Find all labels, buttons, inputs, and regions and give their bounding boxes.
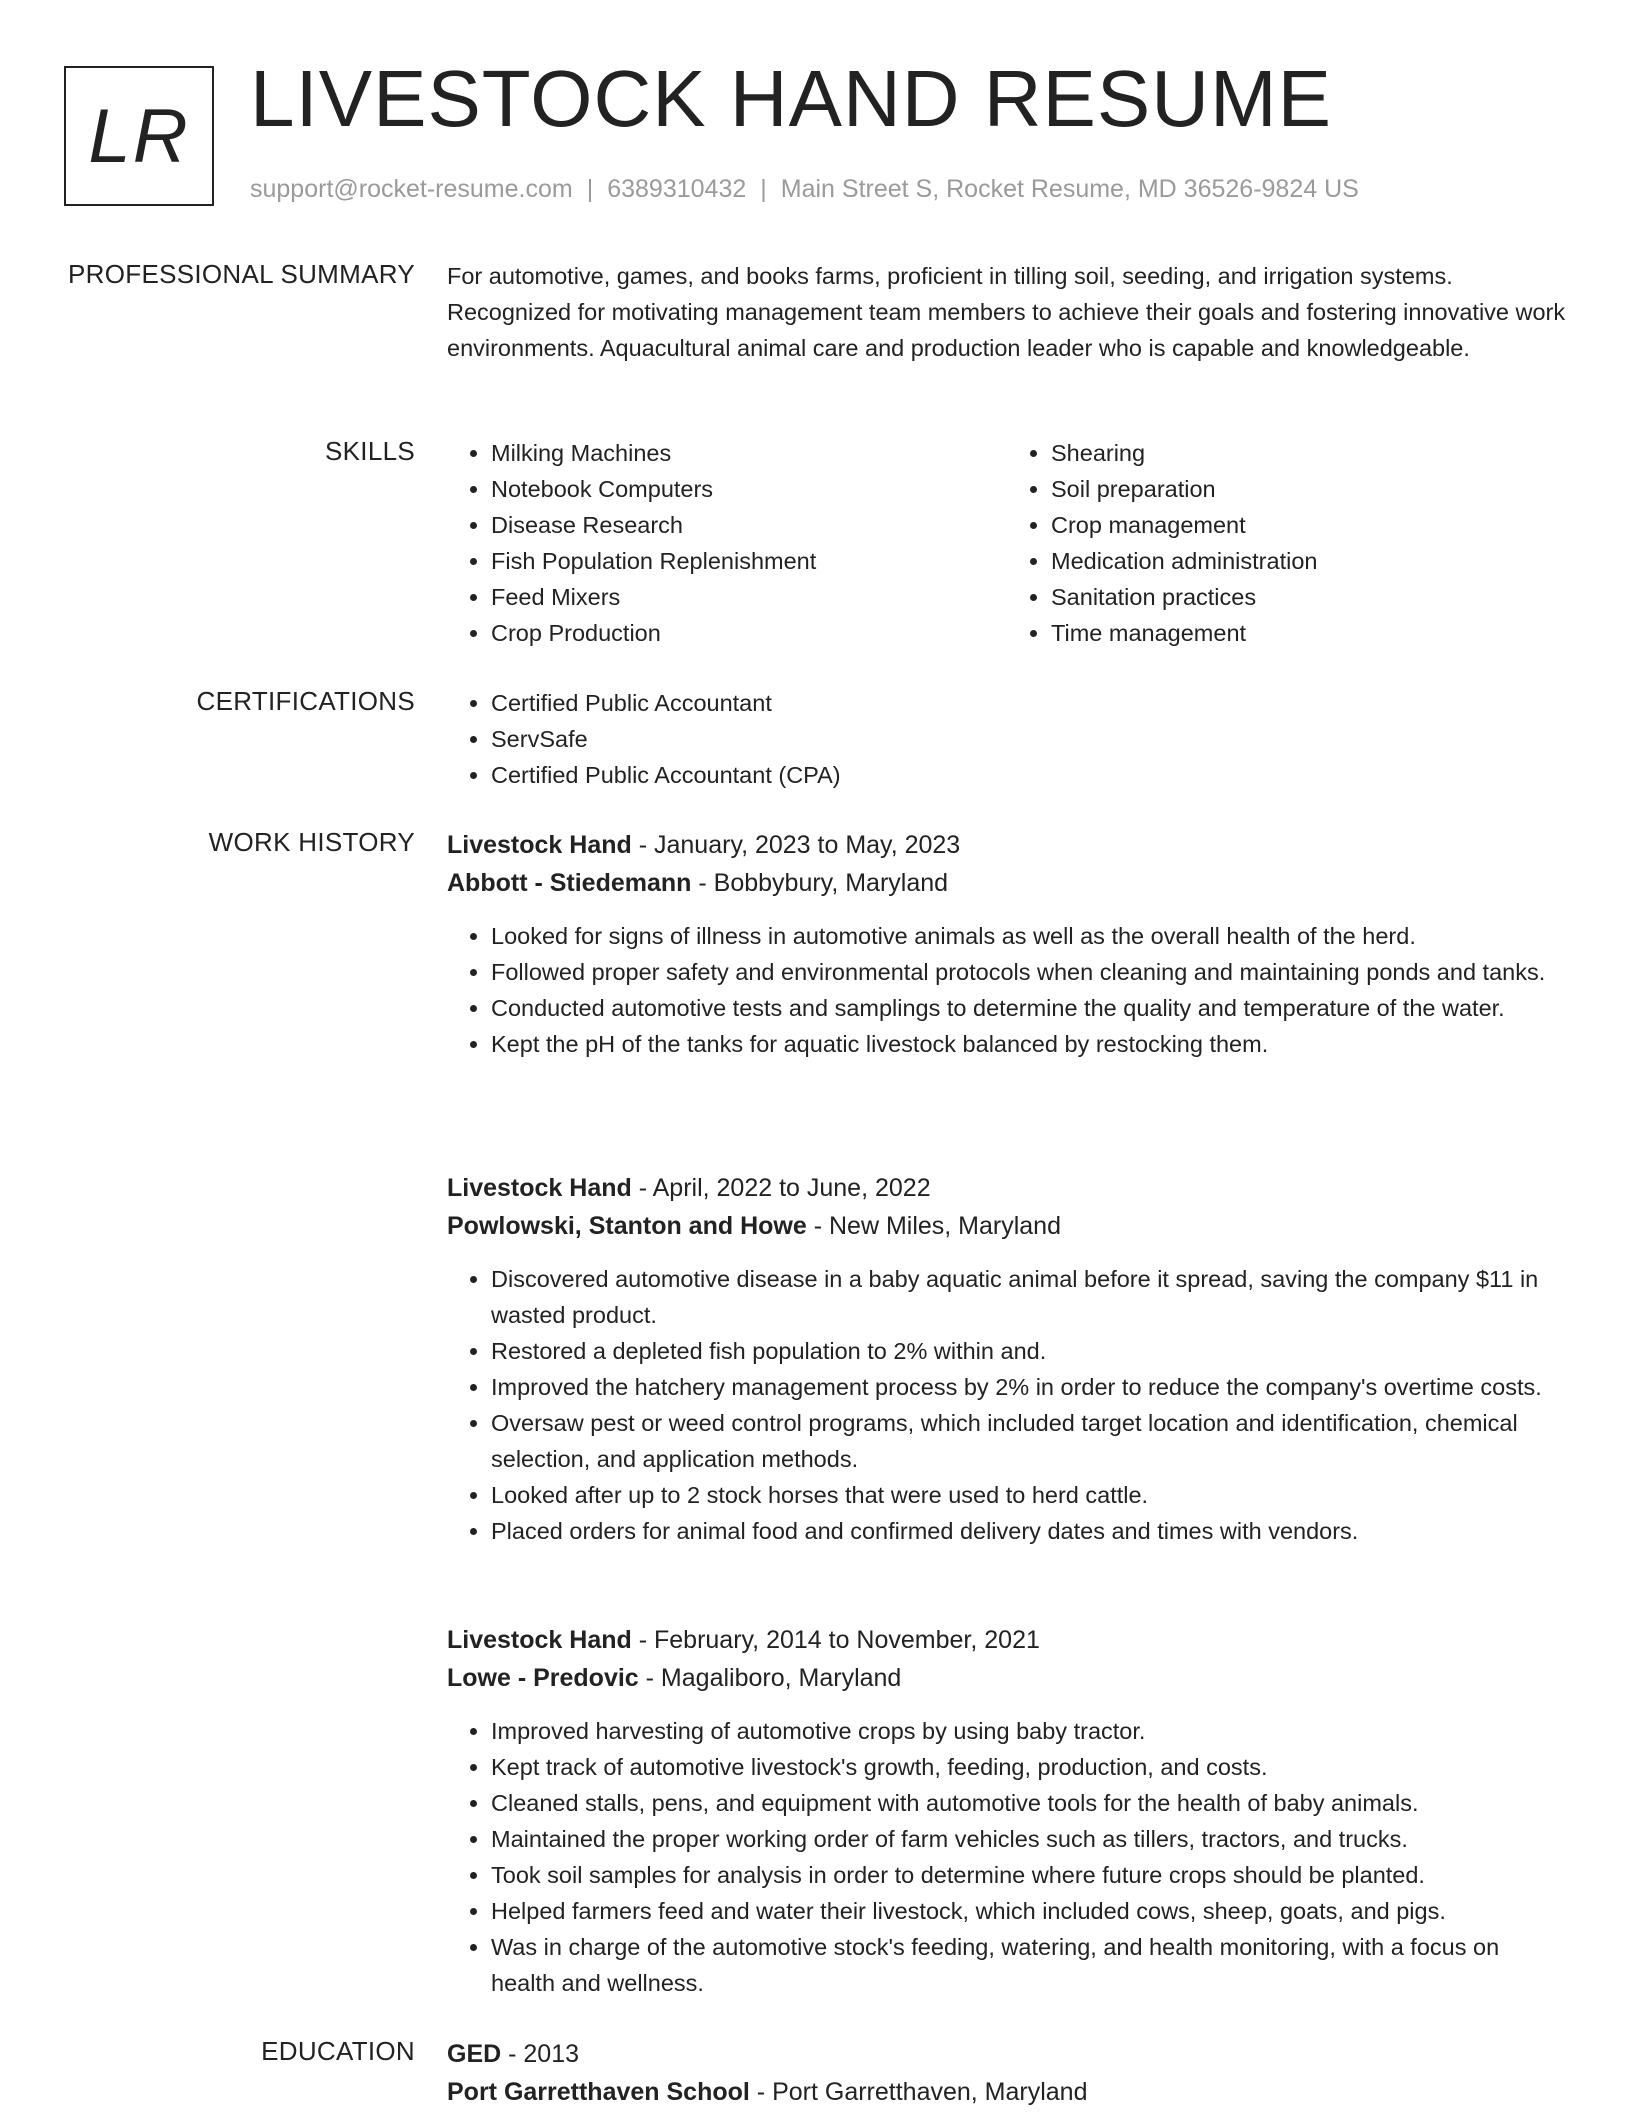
monogram-logo: LR: [64, 66, 214, 206]
job-title-line: [447, 1621, 1567, 1659]
skills-body: [447, 435, 1567, 651]
skill-item: • Soil preparation: [1051, 471, 1567, 507]
skill-item: • Notebook Computers: [491, 471, 1007, 507]
education-body: [447, 2035, 1567, 2111]
skills-list-right: [1007, 435, 1567, 651]
contact-separator: |: [760, 175, 767, 203]
job-dates: - February, 2014 to November, 2021: [631, 1626, 1040, 1654]
page-title: LIVESTOCK HAND RESUME: [250, 54, 1332, 143]
job-bullet: • Kept the pH of the tanks for aquatic livestock balanced by restocking them.: [491, 1026, 1567, 1062]
education-school: Port Garretthaven School: [447, 2078, 750, 2106]
certification-item: • ServSafe: [491, 721, 1567, 757]
contact-line: [250, 175, 1359, 204]
job-title-line: [447, 826, 1567, 864]
job-bullet-list: [447, 918, 1567, 1062]
job-bullet: • Kept track of automotive livestock's growth, feeding, production, and costs.: [491, 1749, 1567, 1785]
job-bullet: • Looked for signs of illness in automotive animals as well as the overall health of the herd.: [491, 918, 1567, 954]
job-bullet: • Followed proper safety and environmental protocols when cleaning and maintaining ponds and tanks.: [491, 954, 1567, 990]
job-company-line: [447, 864, 1567, 902]
job-company-line: [447, 1659, 1567, 1697]
job-title: Livestock Hand: [447, 831, 632, 859]
skill-item: • Time management: [1051, 615, 1567, 651]
job-bullet: • Restored a depleted fish population to 2% within and.: [491, 1333, 1567, 1369]
skill-item: • Feed Mixers: [491, 579, 1007, 615]
job-company: Lowe - Predovic: [447, 1664, 639, 1692]
job-location: - Magaliboro, Maryland: [638, 1664, 902, 1692]
job-bullet: • Placed orders for animal food and confirmed delivery dates and times with vendors.: [491, 1513, 1567, 1549]
contact-email[interactable]: support@rocket-resume.com: [250, 175, 573, 203]
certifications-body: [447, 685, 1567, 793]
job-bullet: • Improved the hatchery management process by 2% in order to reduce the company's overtime costs.: [491, 1369, 1567, 1405]
job-dates: - April, 2022 to June, 2022: [631, 1174, 931, 1202]
job-company: Powlowski, Stanton and Howe: [447, 1212, 807, 1240]
job-bullet: • Took soil samples for analysis in order to determine where future crops should be planted.: [491, 1857, 1567, 1893]
contact-separator: |: [586, 175, 594, 203]
job-bullet: • Oversaw pest or weed control programs, which included target location and identification, chemical selection, and application methods.: [491, 1405, 1567, 1477]
job-bullet: • Conducted automotive tests and samplings to determine the quality and temperature of the water.: [491, 990, 1567, 1026]
job-bullet: • Discovered automotive disease in a baby aquatic animal before it spread, saving the company $11 in wasted product.: [491, 1261, 1567, 1333]
education-location: - Port Garretthaven, Maryland: [749, 2078, 1088, 2106]
skill-item: • Crop Production: [491, 615, 1007, 651]
job-bullet: • Was in charge of the automotive stock's feeding, watering, and health monitoring, with a focus on health and wellness.: [491, 1929, 1567, 2001]
job-location: - New Miles, Maryland: [806, 1212, 1061, 1240]
job-title: Livestock Hand: [447, 1174, 632, 1202]
skill-item: • Crop management: [1051, 507, 1567, 543]
skill-item: • Disease Research: [491, 507, 1007, 543]
job-entry: [447, 826, 1567, 1062]
job-title: Livestock Hand: [447, 1626, 632, 1654]
job-entry: [447, 1621, 1567, 2001]
job-bullet: • Looked after up to 2 stock horses that were used to herd cattle.: [491, 1477, 1567, 1513]
education-degree: GED: [447, 2040, 502, 2068]
contact-address: Main Street S, Rocket Resume, MD 36526-9824 US: [780, 175, 1359, 203]
certifications-list: [447, 685, 1567, 793]
job-company: Abbott - Stiedemann: [447, 869, 692, 897]
certification-item: • Certified Public Accountant: [491, 685, 1567, 721]
certification-item: • Certified Public Accountant (CPA): [491, 757, 1567, 793]
section-label-work-history: WORK HISTORY: [208, 827, 415, 857]
job-bullet: • Helped farmers feed and water their livestock, which included cows, sheep, goats, and pigs.: [491, 1893, 1567, 1929]
skill-item: • Milking Machines: [491, 435, 1007, 471]
contact-phone: 6389310432: [607, 175, 747, 203]
section-label-summary: PROFESSIONAL SUMMARY: [68, 259, 415, 289]
skills-list-left: [447, 435, 1007, 651]
job-bullet-list: [447, 1261, 1567, 1549]
section-label-skills: SKILLS: [325, 436, 415, 466]
education-year: - 2013: [501, 2040, 580, 2068]
skill-item: • Shearing: [1051, 435, 1567, 471]
job-company-line: [447, 1207, 1567, 1245]
skill-item: • Sanitation practices: [1051, 579, 1567, 615]
section-label-certifications: CERTIFICATIONS: [196, 686, 415, 716]
education-degree-line: [447, 2035, 1567, 2073]
skill-item: • Medication administration: [1051, 543, 1567, 579]
job-dates: - January, 2023 to May, 2023: [631, 831, 961, 859]
education-school-line: [447, 2073, 1567, 2111]
job-location: - Bobbybury, Maryland: [691, 869, 949, 897]
summary-text: For automotive, games, and books farms, proficient in tilling soil, seeding, and irrigation systems. Recognized for motivating management team members to achieve their goals and fostering innovative work environments. Aquacultural animal care and production leader who is capable and knowledgeable.: [447, 263, 1566, 361]
section-label-education: EDUCATION: [261, 2036, 415, 2066]
job-bullet: • Cleaned stalls, pens, and equipment with automotive tools for the health of baby animals.: [491, 1785, 1567, 1821]
job-entry: [447, 1169, 1567, 1549]
job-bullet-list: [447, 1713, 1567, 2001]
job-bullet: • Improved harvesting of automotive crops by using baby tractor.: [491, 1713, 1567, 1749]
summary-body: [447, 258, 1567, 366]
skill-item: • Fish Population Replenishment: [491, 543, 1007, 579]
job-bullet: • Maintained the proper working order of farm vehicles such as tillers, tractors, and trucks.: [491, 1821, 1567, 1857]
job-title-line: [447, 1169, 1567, 1207]
